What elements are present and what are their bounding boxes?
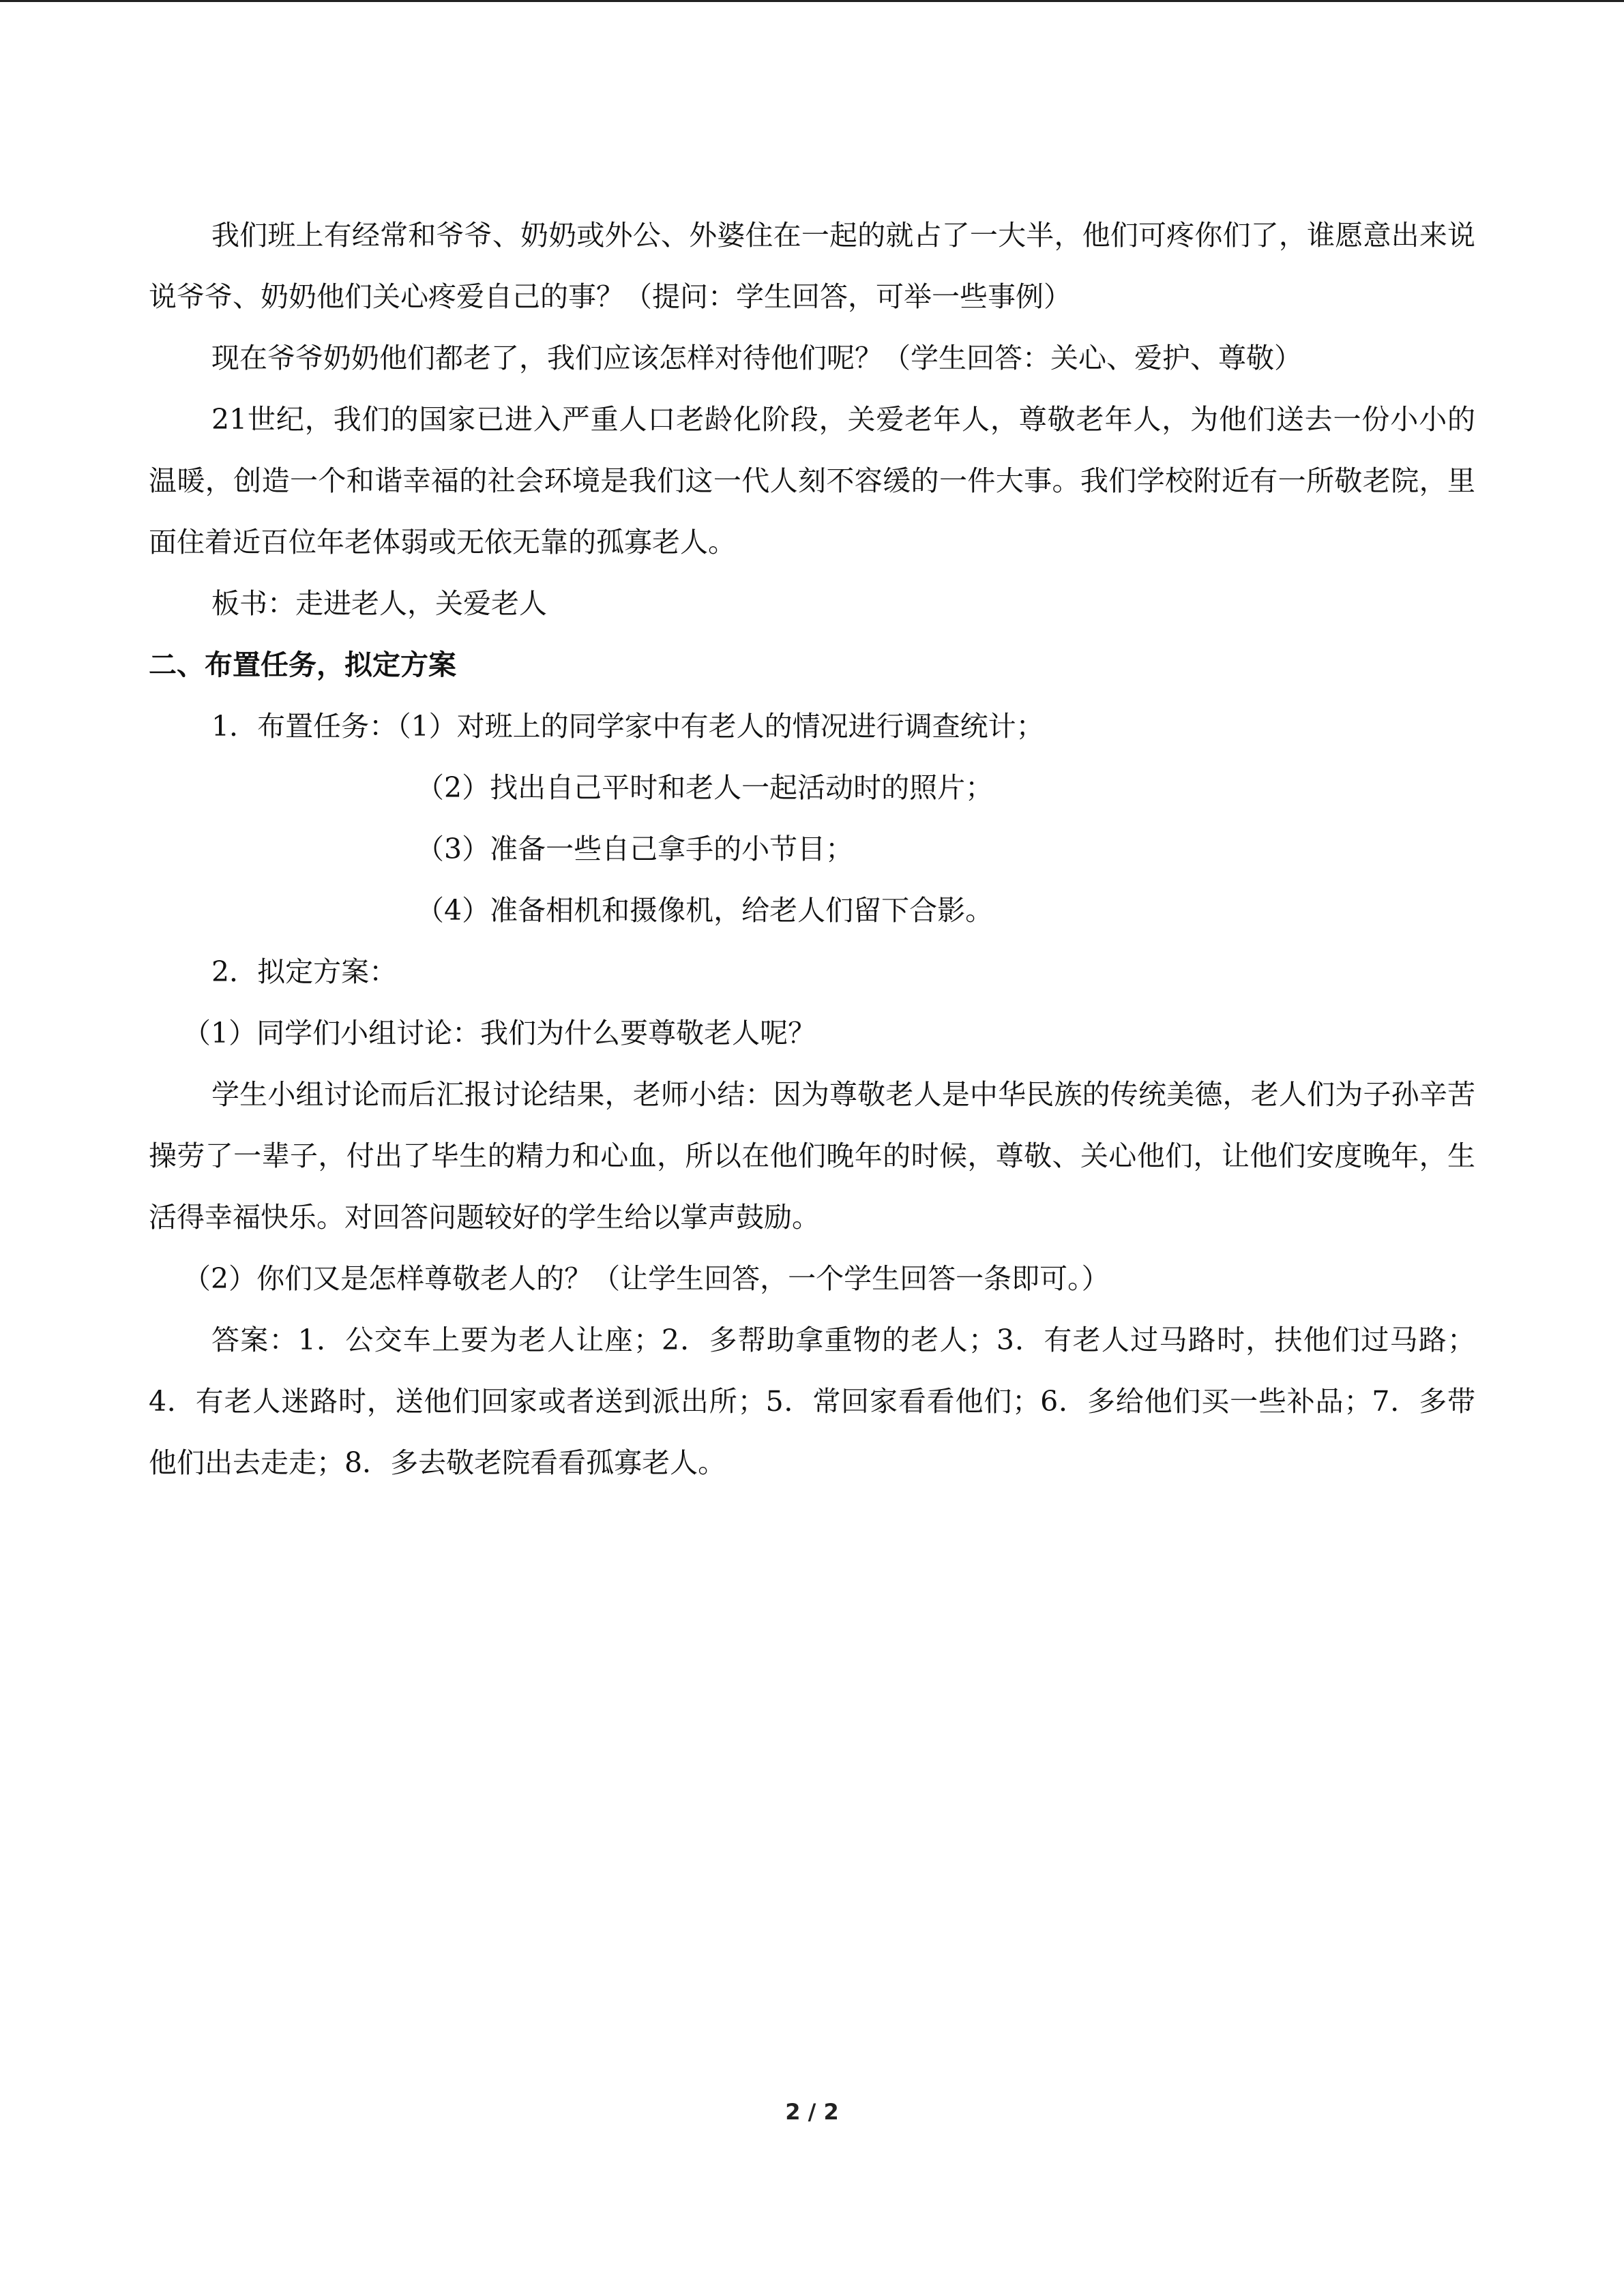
top-border-line [0, 0, 1624, 2]
document-page [149, 205, 1475, 1493]
task-item: （3）准备一些自己拿手的小节目； [416, 833, 854, 865]
question-2: （2）你们又是怎样尊敬老人的？（让学生回答，一个学生回答一条即可。） [183, 1262, 1110, 1295]
paragraph-treat-elders: 现在爷爷奶奶他们都老了，我们应该怎样对待他们呢？（学生回答：关心、爱护、尊敬） [211, 342, 1302, 374]
paragraph-aging-society: 21世纪，我们的国家已进入严重人口老龄化阶段，关爱老年人，尊敬老年人，为他们送去一份小小的温暖，创造一个和谐幸福的社会环境是我们这一代人刻不容缓的一件大事。我们学校附近有一所敬老院，里面住着近百位年老体弱或无依无靠的孤寡老人。 [149, 403, 1475, 558]
page-number: 2 / 2 [785, 2099, 839, 2125]
question-1-answer: 学生小组讨论而后汇报讨论结果，老师小结：因为尊敬老人是中华民族的传统美德，老人们为子孙辛苦操劳了一辈子，付出了毕生的精力和心血，所以在他们晚年的时候，尊敬、关心他们，让他们安度晚年，生活得幸福快乐。对回答问题较好的学生给以掌声鼓励。 [149, 1078, 1475, 1234]
task-item: （2）找出自己平时和老人一起活动时的照片； [416, 771, 994, 804]
board-writing: 板书：走进老人，关爱老人 [211, 587, 547, 620]
question-2-answer: 答案：1．公交车上要为老人让座；2．多帮助拿重物的老人；3．有老人过马路时，扶他们过马路；4．有老人迷路时，送他们回家或者送到派出所；5．常回家看看他们；6．多给他们买一些补品；7．多带他们出去走走；8．多去敬老院看看孤寡老人。 [149, 1324, 1475, 1479]
question-1: （1）同学们小组讨论：我们为什么要尊敬老人呢？ [183, 1017, 816, 1049]
task-item: （4）准备相机和摄像机，给老人们留下合影。 [416, 894, 994, 927]
task-intro: 1．布置任务：（1）对班上的同学家中有老人的情况进行调查统计； [211, 710, 1044, 743]
section-heading: 二、布置任务，拟定方案 [149, 648, 456, 681]
paragraph-grandparents: 我们班上有经常和爷爷、奶奶或外公、外婆住在一起的就占了一大半，他们可疼你们了，谁愿意出来说说爷爷、奶奶他们关心疼爱自己的事？（提问：学生回答，可举一些事例） [149, 219, 1475, 313]
plan-label: 2．拟定方案： [211, 955, 398, 988]
